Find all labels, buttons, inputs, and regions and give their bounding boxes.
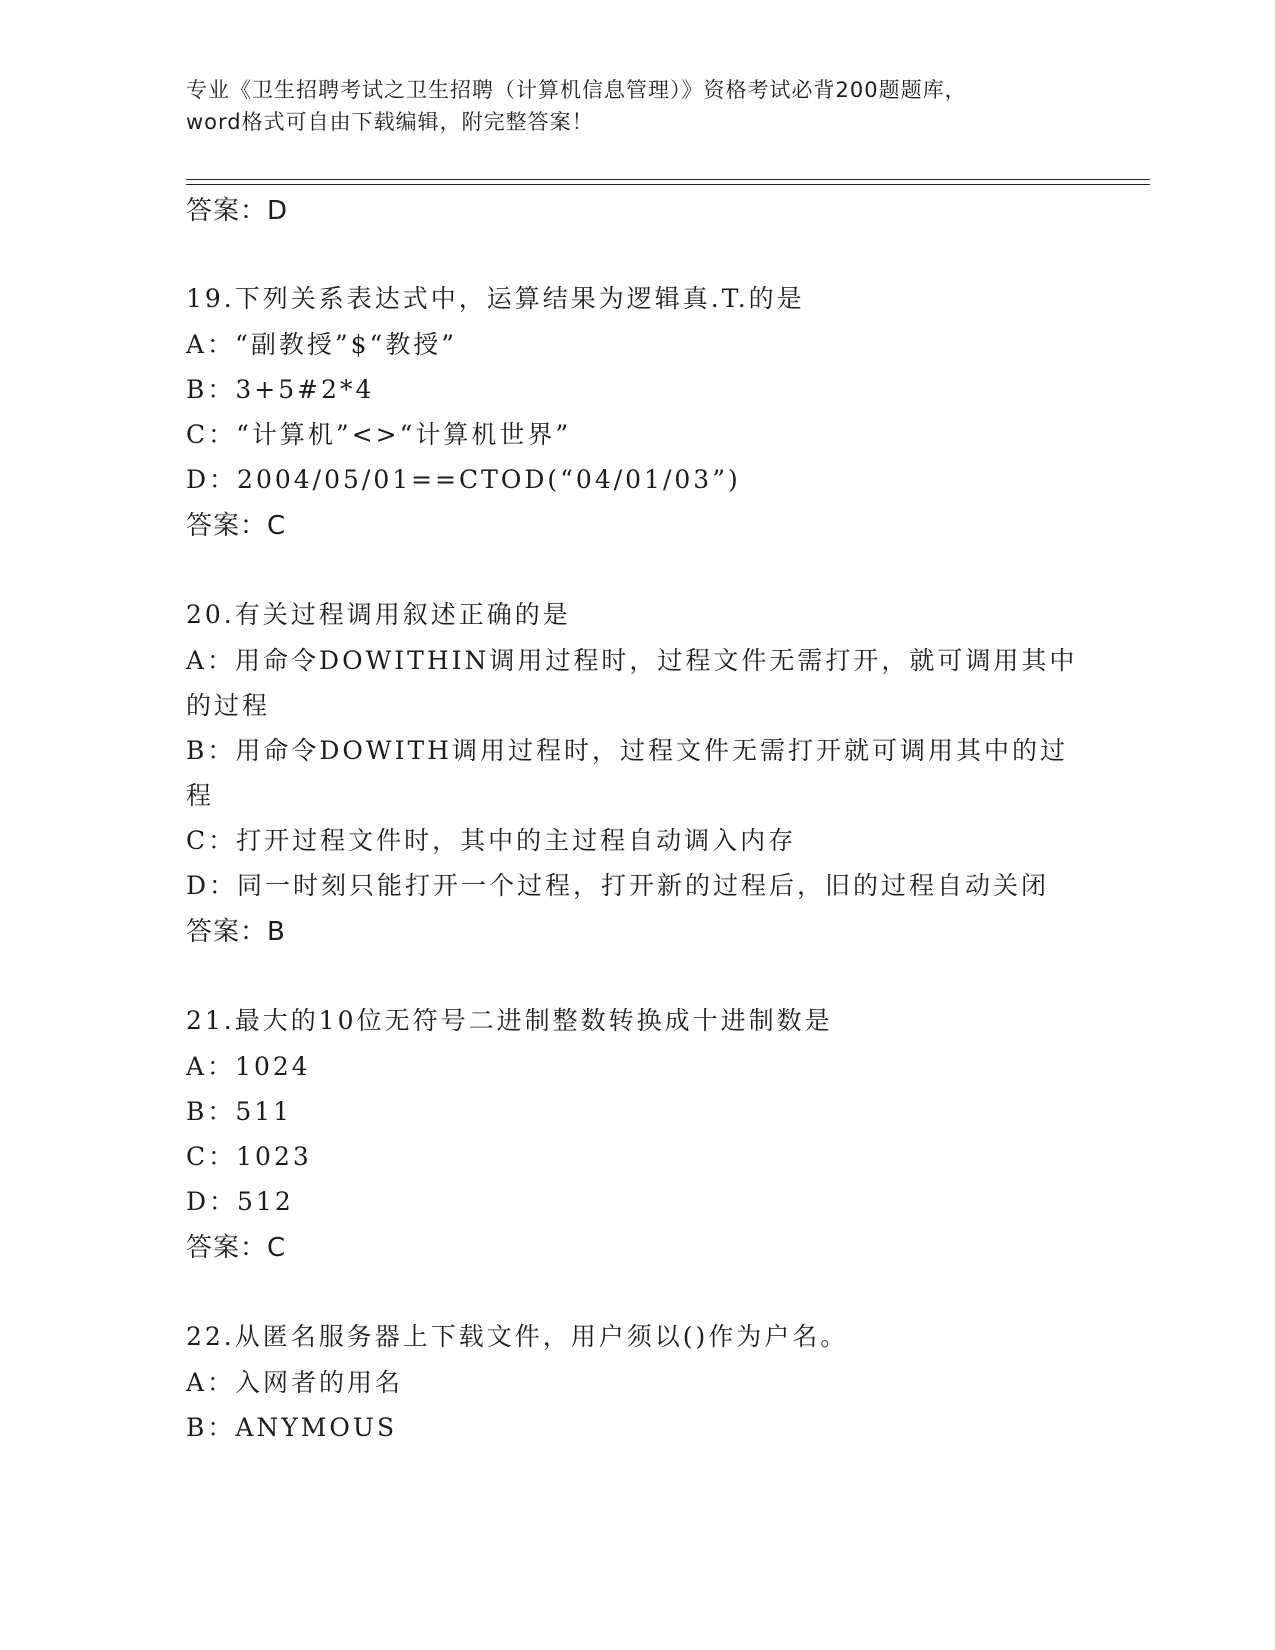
option-a-continued: 的过程	[186, 691, 271, 720]
question-stem: 22.从匿名服务器上下载文件，用户须以()作为户名。	[186, 1322, 849, 1351]
option-b: B：用命令DOWITH调用过程时，过程文件无需打开就可调用其中的过	[186, 736, 1068, 765]
option-a: A：“副教授”$“教授”	[186, 330, 458, 359]
question-stem: 20.有关过程调用叙述正确的是	[186, 600, 571, 629]
question-stem: 21.最大的10位无符号二进制整数转换成十进制数是	[186, 1006, 833, 1035]
option-a: A：用命令DOWITHIN调用过程时，过程文件无需打开，就可调用其中	[186, 646, 1078, 675]
option-b-continued: 程	[186, 781, 215, 810]
header-rule-bottom	[186, 184, 1150, 185]
answer-label: 答案：D	[186, 196, 289, 226]
document-header	[186, 74, 1086, 138]
answer-label: 答案：B	[186, 917, 286, 947]
option-b: B：511	[186, 1097, 293, 1126]
option-b: B：3+5#2*4	[186, 375, 375, 404]
option-d: D：2004/05/01==CTOD(“04/01/03”)	[186, 465, 741, 494]
header-line-2: word格式可自由下载编辑，附完整答案！	[186, 110, 594, 134]
option-d: D：同一时刻只能打开一个过程，打开新的过程后，旧的过程自动关闭	[186, 871, 1050, 900]
option-c: C：打开过程文件时，其中的主过程自动调入内存	[186, 826, 797, 855]
option-a: A：1024	[186, 1052, 311, 1081]
answer-label: 答案：C	[186, 511, 287, 541]
header-line-1: 专业《卫生招聘考试之卫生招聘（计算机信息管理）》资格考试必背200题题库，	[186, 78, 967, 102]
option-c: C：“计算机”<>“计算机世界”	[186, 420, 572, 449]
option-c: C：1023	[186, 1142, 312, 1171]
answer-label: 答案：C	[186, 1233, 287, 1263]
option-a: A：入网者的用名	[186, 1368, 404, 1397]
question-stem: 19.下列关系表达式中，运算结果为逻辑真.T.的是	[186, 284, 805, 313]
header-rule-top	[186, 179, 1150, 180]
option-b: B：ANYMOUS	[186, 1413, 398, 1442]
option-d: D：512	[186, 1187, 294, 1216]
